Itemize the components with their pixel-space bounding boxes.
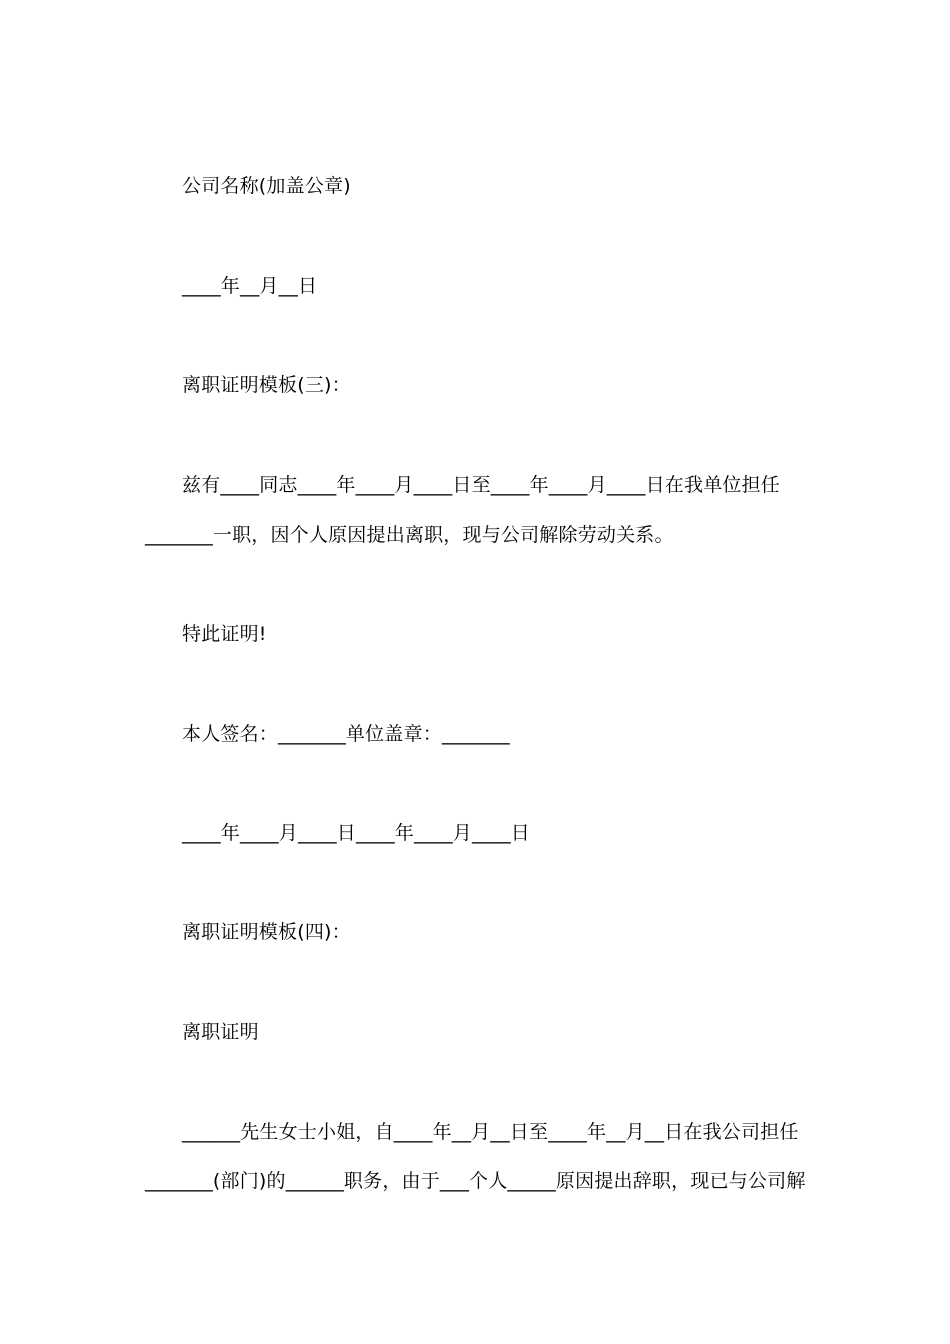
template-four-heading: 离职证明模板(四)： <box>182 921 351 943</box>
body-paragraph-line: ______先生女士小姐，自____年__月__日至____年__月__日在我公司担任 <box>182 1121 799 1143</box>
certification-statement: 特此证明! <box>182 623 267 645</box>
body-paragraph-line: _______一职，因个人原因提出离职，现与公司解除劳动关系。 <box>145 524 674 546</box>
document-title: 离职证明 <box>182 1021 259 1043</box>
date-line: ____年____月____日____年____月____日 <box>182 822 531 844</box>
signature-seal-line: 本人签名：_______单位盖章：_______ <box>182 723 510 745</box>
date-line: ____年__月__日 <box>182 275 318 297</box>
company-name-seal-line: 公司名称(加盖公章) <box>182 175 351 197</box>
body-paragraph-line: _______(部门)的______职务，由于___个人_____原因提出辞职，现已与公司解 <box>145 1170 806 1192</box>
template-three-heading: 离职证明模板(三)： <box>182 374 351 396</box>
body-paragraph-line: 兹有____同志____年____月____日至____年____月____日在我单位担任 <box>182 474 781 496</box>
